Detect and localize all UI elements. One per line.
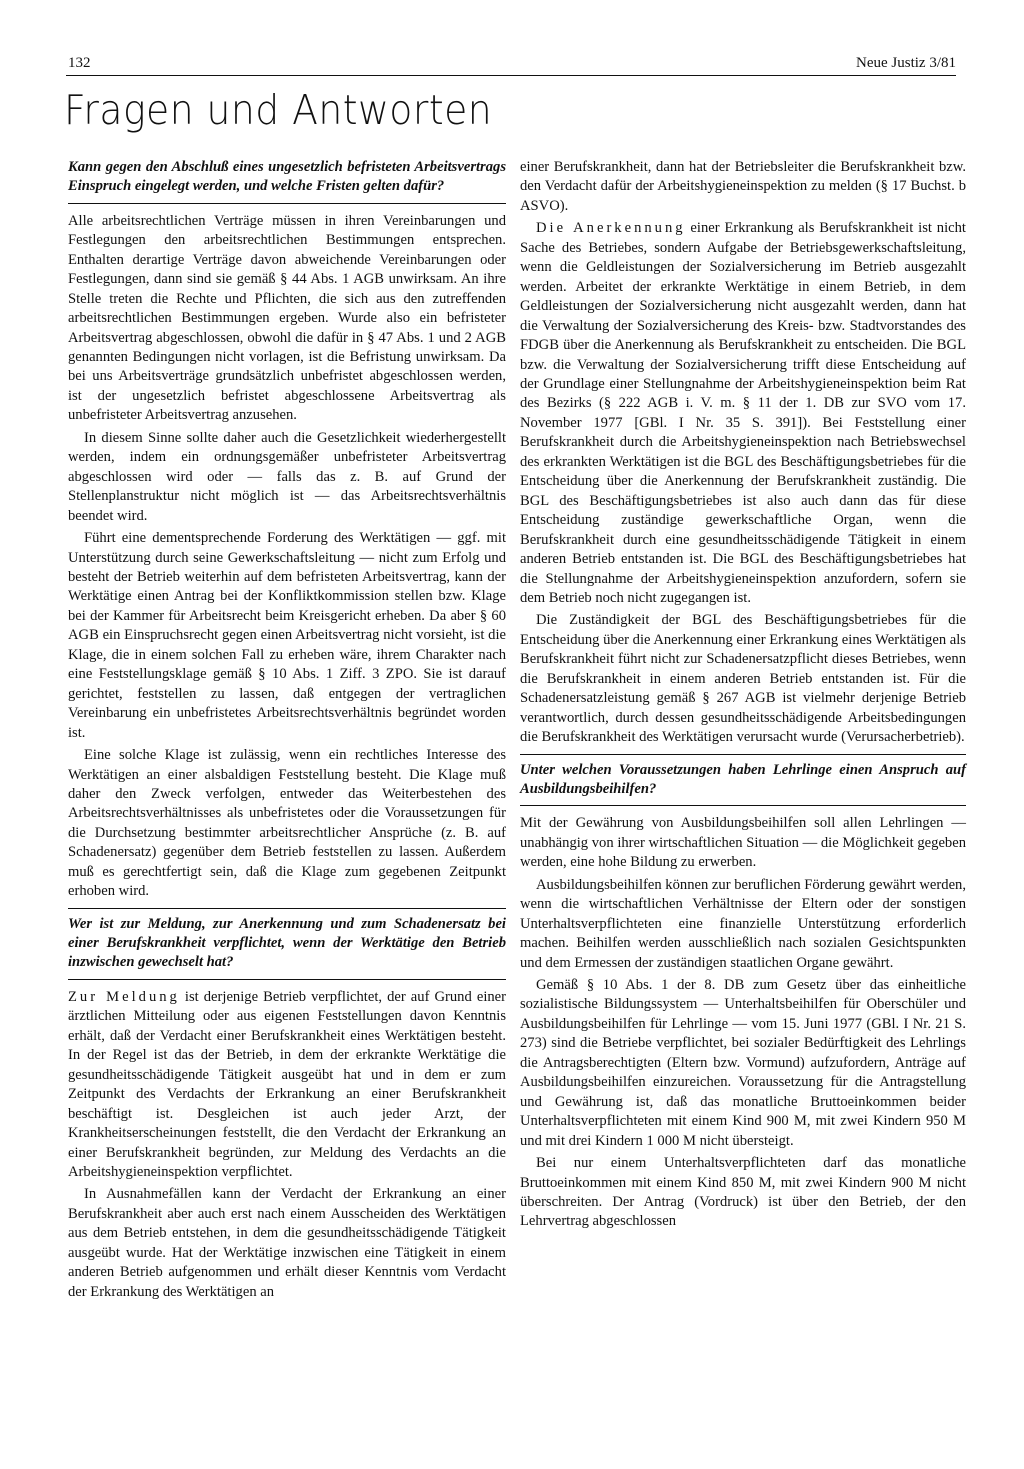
answer-2-paragraph-1 [68, 988, 506, 1183]
question-divider [68, 908, 506, 909]
header-rule [66, 75, 956, 76]
answer-1-paragraph-3: Führt eine dementsprechende Forderung des Werktätigen — ggf. mit Unterstützung durch seine Gewerkschaftsleitung — nicht zum Erfolg und besteht der Betrieb weiterhin auf dem befristeten Arbeitsvertrag, kann der Werktätige einen Antrag bei der Konfliktkommission stellen bzw. Klage bei der Kammer für Arbeitsrecht beim Kreisgericht erheben. Da aber § 60 AGB ein Einspruchsrecht gegen einen Arbeitsvertrag nicht vorsieht, ist die Klage, die in einem solchen Fall zu erheben wäre, ihrem Charakter nach eine Feststellungsklage gemäß § 10 Abs. 1 Ziff. 3 ZPO. Sie ist darauf gerichtet, feststellen zu lassen, daß entgegen der vertraglichen Vereinbarung ein unbefristetes Arbeitsrechtsverhältnis begründet worden ist. [68, 530, 506, 741]
question-divider [520, 805, 966, 806]
answer-2-paragraph-3: einer Berufskrankheit, dann hat der Betriebsleiter die Berufskrankheit bzw. den Verdacht dafür der Arbeitshygieneinspektion zu melden (§ 17 Buchst. b ASVO). [520, 159, 966, 214]
question-divider [520, 754, 966, 755]
right-column [520, 158, 966, 1235]
answer-3-paragraph-2: Ausbildungsbeihilfen können zur beruflichen Förderung gewährt werden, wenn die wirtschaftlichen Verhältnisse der Eltern oder der sonstigen Unterhaltsverpflichteten eine finanzielle Unterstützung erforderlich machen. Beihilfen werden ausschließlich nach sozialen Gesichtspunkten und dem Ermessen der zuständigen staatlichen Organe gewährt. [520, 876, 966, 971]
answer-3-paragraph-4: Bei nur einem Unterhaltsverpflichteten darf das monatliche Bruttoeinkommen mit einem Kind 850 M, mit zwei Kindern 900 M nicht überschreiten. Der Antrag (Vordruck) ist über den Betrieb, der den Lehrvertrag abgeschlossen [520, 1155, 966, 1230]
section-title: Fragen und Antworten [64, 86, 493, 134]
page-header [68, 55, 956, 72]
question-1: Kann gegen den Abschluß eines ungesetzlich befristeten Arbeitsvertrags Einspruch eingelegt werden, und welche Fristen gelten dafür? [68, 159, 506, 195]
answer-2-paragraph-2: In Ausnahmefällen kann der Verdacht der Erkrankung an einer Berufskrankheit aber auch erst nach einem Ausscheiden des Werktätigen aus dem Betrieb entstehen, in dem die gesundheitsschädigende Tätigkeit ausgeübt wurde. Hat der Werktätige inzwischen eine Tätigkeit in einem anderen Betrieb aufgenommen und erhält dieser Kenntnis vom Verdacht der Erkrankung des Werktätigen an [68, 1186, 506, 1300]
question-2: Wer ist zur Meldung, zur Anerkennung und zum Schadenersatz bei einer Berufskrankheit verpflichtet, wenn der Werktätige den Betrieb inzwischen gewechselt hat? [68, 915, 506, 971]
left-column [68, 158, 506, 1305]
lead-term: Die Anerkennung [536, 220, 686, 237]
answer-2-paragraph-5: Die Zuständigkeit der BGL des Beschäftigungsbetriebes für die Entscheidung über die Anerkennung einer Erkrankung eines Werktätigen als Berufskrankheit führt nicht zur Schadenersatzpflicht dieses Betriebes, wenn die Berufskrankheit in einem anderen Betrieb entstanden ist. Für die Schadenersatzleistung gemäß § 267 AGB ist vielmehr derjenige Betrieb verantwortlich, durch dessen gesundheitsschädigende Arbeitsbedingungen die Berufskrankheit des Werktätigen verursacht wurde (Verursacherbetrieb). [520, 612, 966, 746]
question-3: Unter welchen Voraussetzungen haben Lehrlinge einen Anspruch auf Ausbildungsbeihilfen? [520, 761, 966, 797]
answer-1-paragraph-1: Alle arbeitsrechtlichen Verträge müssen in ihren Vereinbarungen und Festlegungen den arbeitsrechtlichen Bestimmungen entsprechen. Enthalten derartige Verträge davon abweichende Vereinbarungen oder Festlegungen, dann sind sie gemäß § 44 Abs. 1 AGB unwirksam. An ihre Stelle treten die Rechte und Pflichten, die sich aus den zutreffenden arbeitsrechtlichen Bestimmungen ergeben. Wurde also ein befristeter Arbeitsvertrag abgeschlossen, obwohl die dafür in § 47 Abs. 1 und 2 AGB genannten Bedingungen nicht vorlagen, ist die Befristung unwirksam. Da bei uns Arbeitsverträge grundsätzlich unbefristet abgeschlossen werden, ist der ungesetzlich befristet abgeschlossene Arbeitsvertrag als unbefristeter Arbeitsvertrag anzusehen. [68, 212, 506, 424]
question-divider [68, 203, 506, 204]
answer-1-paragraph-4: Eine solche Klage ist zulässig, wenn ein rechtliches Interesse des Werktätigen an einer alsbaldigen Feststellung besteht. Die Klage muß daher den Zweck verfolgen, entweder das Weiterbestehen des Arbeitsrechtsverhältnisses als unbefristetes oder die Voraussetzungen für die Durchsetzung bestimmter arbeitsrechtlicher Ansprüche (z. B. auf Schadenersatz) gegenüber dem Betrieb feststellen zu lassen. Außerdem muß es gerechtfertigt sein, daß die Klage zum gegebenen Zeitpunkt erhoben wird. [68, 747, 506, 900]
lead-term: Zur Meldung [68, 988, 180, 1005]
answer-3-paragraph-1: Mit der Gewährung von Ausbildungsbeihilfen soll allen Lehrlingen — unabhängig von ihrer wirtschaftlichen Situation — die Möglichkeit gegeben werden, eine hohe Bildung zu erwerben. [520, 815, 966, 871]
answer-3-paragraph-3: Gemäß § 10 Abs. 1 der 8. DB zum Gesetz über das einheitliche sozialistische Bildungssystem — Unterhaltsbeihilfen für Oberschüler und Ausbildungsbeihilfen für Lehrlinge — vom 15. Juni 1977 (GBl. I Nr. 21 S. 273) sind die Betriebe verpflichtet, bei sozialer Bedürftigkeit des Lehrlings die Antragsberechtigten (Eltern bzw. Vormund) aufzufordern, Anträge auf Ausbildungsbeihilfen einzureichen. Voraussetzung für die Antragstellung und Gewährung ist, daß das monatliche Bruttoeinkommen beider Unterhaltsverpflichteten mit einem Kind 900 M, mit zwei Kindern 950 M und mit drei Kindern 1 000 M nicht übersteigt. [520, 977, 966, 1149]
journal-issue: Neue Justiz 3/81 [856, 55, 956, 71]
answer-1-paragraph-2: In diesem Sinne sollte daher auch die Gesetzlichkeit wiederhergestellt werden, indem ein ordnungsgemäßer unbefristeter Arbeitsvertrag abgeschlossen wird oder — falls das z. B. auf Grund der Stellenplanstruktur nicht möglich ist — das Arbeitsrechtsverhältnis beendet wird. [68, 429, 506, 524]
paragraph-text: einer Erkrankung als Berufskrankheit ist nicht Sache des Betriebes, sondern Aufgabe der Betriebsgewerkschaftsleitung, wenn die Geldleistungen der Sozialversicherung im Betrieb ausgezahlt werden. Arbeitet der erkrankte Werktätige in einem Betrieb, in dem Geldleistungen der Sozialversicherung nicht ausgezahlt werden, dann hat die Verwaltung der Sozialversicherung des Kreis- bzw. Stadtvorstandes des FDGB über die Anerkennung als Berufskrankheit zu entscheiden. Die BGL bzw. die Verwaltung der Sozialversicherung trifft diese Entscheidung auf der Grundlage einer Stellungnahme der Arbeitshygieneinspektion beim Rat des Bezirks (§ 222 AGB i. V. m. § 11 der 1. DB zur SVO vom 17. November 1977 [GBl. I Nr. 35 S. 391]). Bei Feststellung einer Berufskrankheit durch die Arbeitshygieneinspektion nach Betriebswechsel des erkrankten Werktätigen ist die BGL des Beschäftigungsbetriebes für die Entscheidung über die Anerkennung der Berufskrankheit zuständig. Die BGL des Beschäftigungsbetriebes ist also auch dann das für diese Entscheidung zuständige gewerkschaftliche Organ, wenn die Berufskrankheit durch eine gesundheitsschädigende Tätigkeit in einem anderen Betrieb entstanden ist. Die BGL des Beschäftigungsbetriebes hat die Stellungnahme der Arbeitshygieneinspektion anzufordern, sofern sie dem Betrieb noch nicht zugegangen ist. [520, 220, 966, 606]
page-number: 132 [68, 55, 91, 71]
answer-2-paragraph-4 [520, 219, 966, 608]
question-divider [68, 979, 506, 980]
paragraph-text: ist derjenige Betrieb verpflichtet, der auf Grund einer ärztlichen Mitteilung oder aus eigenen Feststellungen davon Kenntnis erhält, daß der Verdacht einer Berufskrankheit eines Werktätigen besteht. In der Regel ist das der Betrieb, in dem der erkrankte Werktätige die gesundheitsschädigende Tätigkeit ausgeübt hat und in dem er zum Zeitpunkt des Verdachts der Erkrankung an einer Berufskrankheit beschäftigt ist. Desgleichen ist auch jeder Arzt, der Krankheitserscheinungen feststellt, die den Verdacht der Erkrankung an einer Berufskrankheit begründen, zur Meldung des Verdachts an die Arbeitshygieneinspektion verpflichtet. [68, 988, 507, 1180]
